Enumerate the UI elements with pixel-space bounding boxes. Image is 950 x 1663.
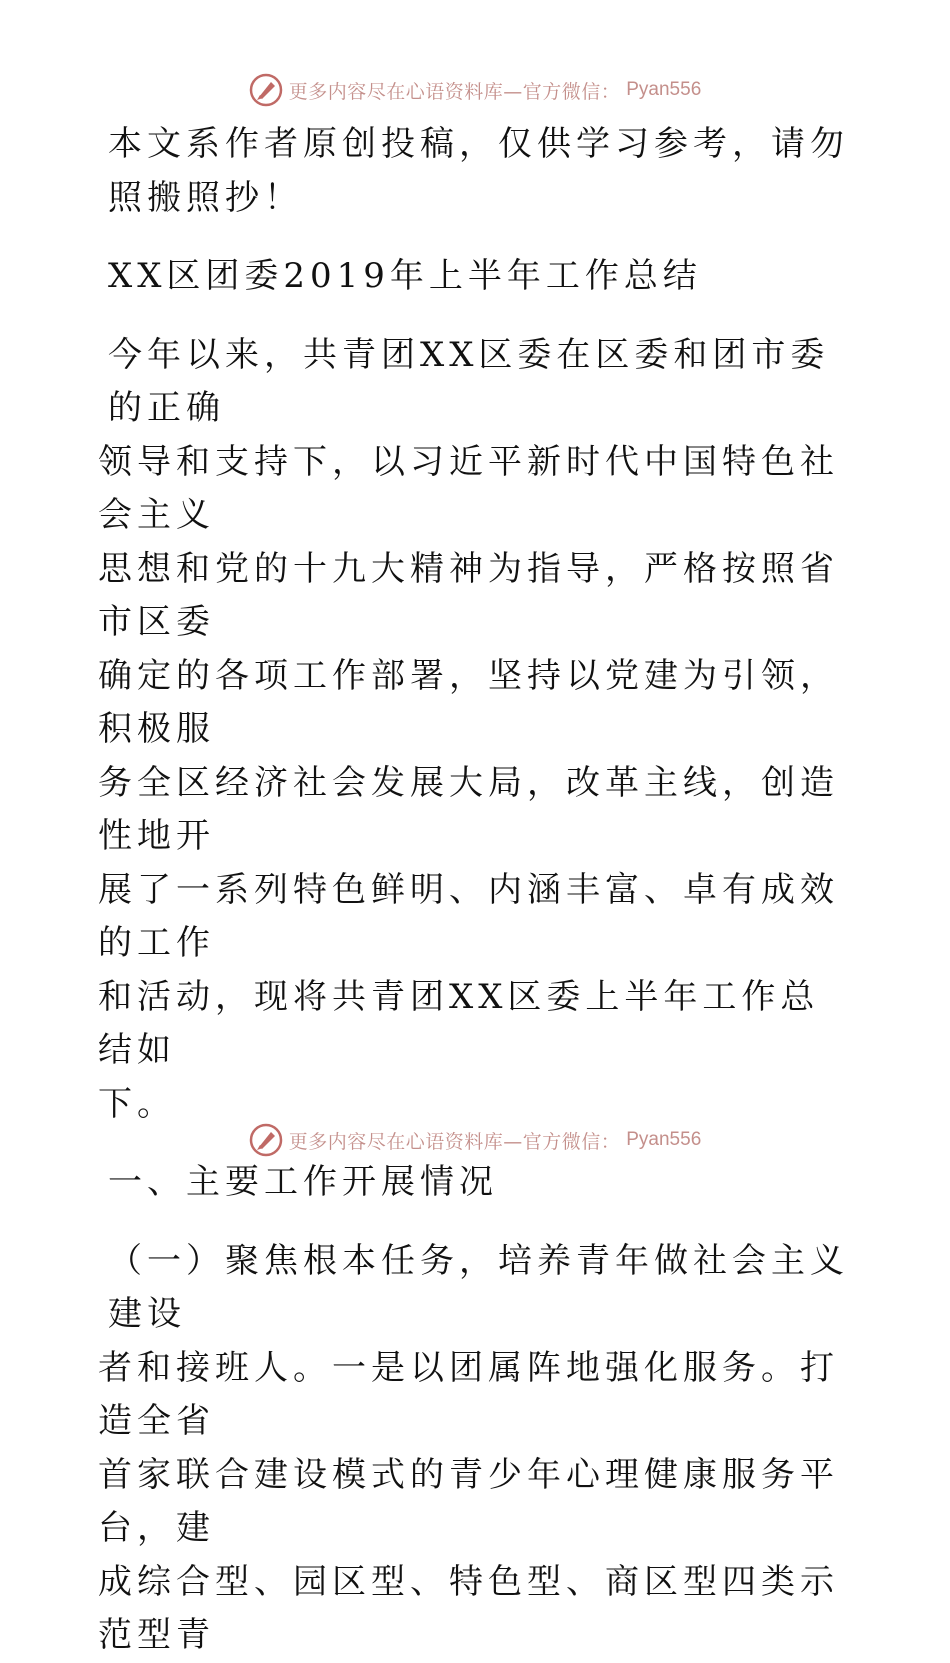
watermark-text: 更多内容尽在心语资料库—官方微信： <box>288 1130 621 1153</box>
watermark-text: 更多内容尽在心语资料库—官方微信： <box>288 80 621 103</box>
paragraph-line: 确定的各项工作部署，坚持以党建为引领，积极服 <box>98 655 839 749</box>
copyright-notice: 本文系作者原创投稿，仅供学习参考，请勿照搬照抄！ <box>108 124 849 218</box>
paragraph-line: 首家联合建设模式的青少年心理健康服务平台，建 <box>98 1454 839 1548</box>
footer-watermark <box>0 1122 950 1158</box>
paragraph-line: 展了一系列特色鲜明、内涵丰富、卓有成效的工作 <box>98 869 839 963</box>
pen-nib-logo-icon <box>249 1123 283 1157</box>
watermark-wechat-id: Pyan556 <box>626 1129 702 1150</box>
subsection-paragraph <box>98 1235 858 1663</box>
paragraph-line: 今年以来，共青团XX区委在区委和团市委的正确 <box>108 334 830 428</box>
paragraph-line: 领导和支持下，以习近平新时代中国特色社会主义 <box>98 441 839 535</box>
paragraph-line: 务全区经济社会发展大局，改革主线，创造性地开 <box>98 762 839 856</box>
intro-paragraph <box>98 329 858 1132</box>
paragraph-line: 者和接班人。一是以团属阵地强化服务。打造全省 <box>98 1347 839 1441</box>
header-watermark <box>0 72 950 108</box>
document-title: XX区团委2019年上半年工作总结 <box>108 256 702 296</box>
paragraph-line: 成综合型、园区型、特色型、商区型四类示范型青 <box>98 1561 839 1655</box>
paragraph-line: （一）聚焦根本任务，培养青年做社会主义建设 <box>108 1240 849 1334</box>
paragraph-line: 下。 <box>98 1083 176 1124</box>
paragraph-line: 和活动，现将共青团XX区委上半年工作总结如 <box>98 976 820 1070</box>
watermark-wechat-id: Pyan556 <box>626 79 702 100</box>
section-heading: 一、主要工作开展情况 <box>108 1162 498 1202</box>
pen-nib-logo-icon <box>249 73 283 107</box>
paragraph-line: 思想和党的十九大精神为指导，严格按照省市区委 <box>98 548 839 642</box>
document-body <box>98 118 858 1663</box>
